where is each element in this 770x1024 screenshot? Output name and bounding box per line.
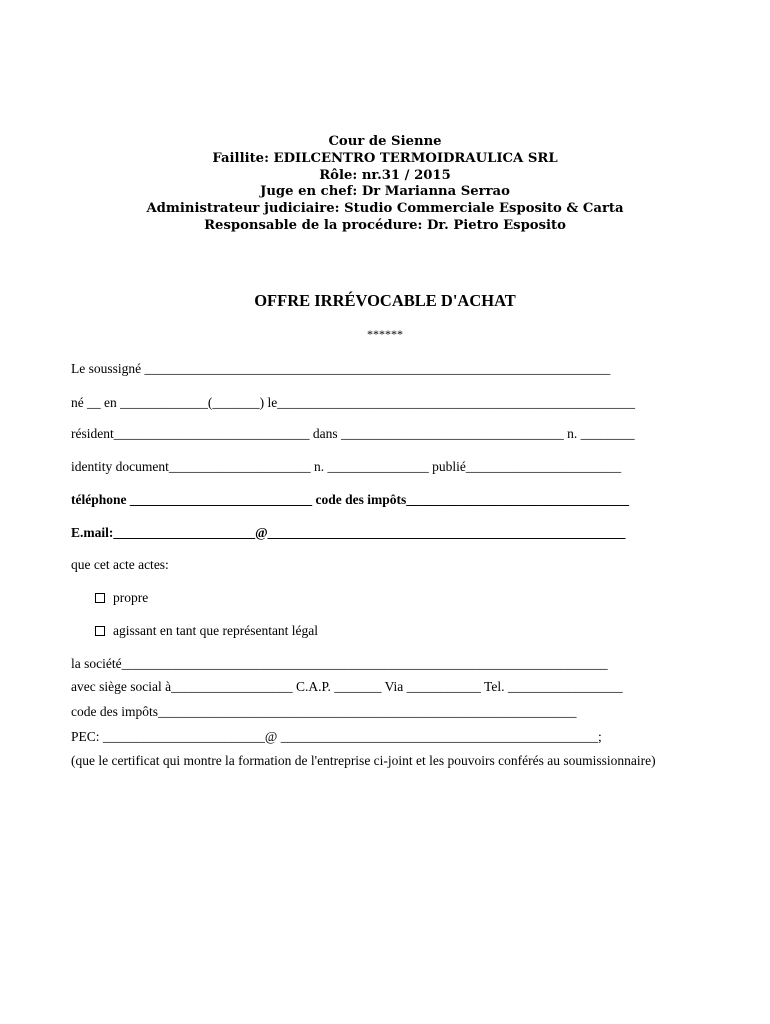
field-pec[interactable]: PEC: ________________________@ _______________________________________________; [71, 729, 602, 744]
option-legal-representative[interactable] [95, 622, 318, 640]
document-title: OFFRE IRRÉVOCABLE D'ACHAT [254, 291, 516, 310]
field-company-tax-code[interactable]: code des impôts______________________________________________________________ [71, 704, 577, 719]
case-number: Rôle: nr.31 / 2015 [319, 167, 451, 183]
procedure-manager: Responsable de la procédure: Dr. Pietro Esposito [204, 217, 566, 233]
option-legal-representative-label: agissant en tant que représentant légal [113, 623, 319, 638]
label-que-cet-acte: que cet acte actes: [71, 557, 169, 572]
checkbox-icon[interactable] [95, 626, 105, 636]
field-birth[interactable]: né __ en _____________(_______) le_____________________________________________________ [71, 395, 635, 410]
judicial-administrator: Administrateur judiciaire: Studio Commerciale Esposito & Carta [146, 201, 624, 217]
field-registered-office[interactable]: avec siège social à__________________ C.A.P. _______ Via ___________ Tel. _________________ [71, 679, 623, 694]
field-soussigne[interactable]: Le soussigné _____________________________________________________________________ [71, 361, 611, 376]
field-resident[interactable]: résident_____________________________ dans _________________________________ n. ________ [71, 426, 635, 441]
field-email[interactable]: E.mail:_____________________@_____________________________________________________ [71, 525, 626, 540]
field-societe[interactable]: la société________________________________________________________________________ [71, 656, 608, 671]
chief-judge: Juge en chef: Dr Marianna Serrao [260, 184, 510, 200]
option-propre[interactable] [95, 589, 148, 607]
checkbox-icon[interactable] [95, 593, 105, 603]
field-identity-document[interactable]: identity document_____________________ n. _______________ publié_______________________ [71, 459, 622, 474]
field-telephone-tax[interactable]: téléphone ___________________________ code des impôts_________________________________ [71, 492, 629, 507]
document-header [0, 134, 770, 235]
court-name: Cour de Sienne [328, 134, 442, 149]
separator-stars: ****** [367, 327, 403, 341]
bankruptcy-name: Faillite: EDILCENTRO TERMOIDRAULICA SRL [212, 150, 558, 166]
option-propre-label: propre [113, 590, 149, 605]
note-certificate: (que le certificat qui montre la formation de l'entreprise ci-joint et les pouvoirs conférés au soumissionnaire) [71, 753, 656, 768]
